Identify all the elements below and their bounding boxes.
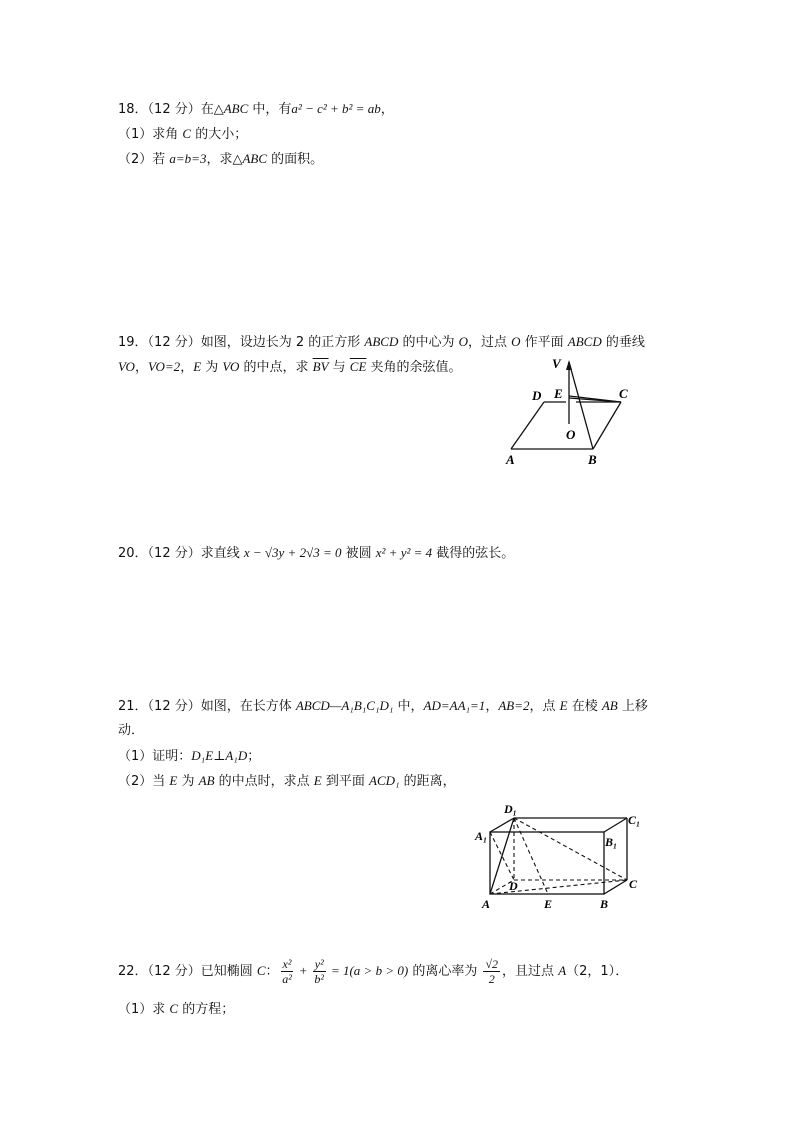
q22-ecc-num: √2 [485,957,499,971]
q20-text-b: 截得的弦长。 [432,546,515,561]
q20-line-equation: x − √3y + 2√3 = 0 [243,545,342,560]
q19-text-h: 夹角的余弦值。 [366,360,462,375]
q19-text-c: 作平面 [520,335,568,350]
q22-frac-x-num: x² [282,957,292,971]
q19-label-v: V [552,356,561,371]
q19-edge-bc [593,402,621,449]
q21-part2-mid3: 到平面 [321,774,369,789]
q19-text-e: 为 [201,360,223,375]
q20-stem [118,544,514,563]
q19-label-o: O [566,427,576,442]
q18-part1-var: C [182,126,192,141]
q22-ecc-den: 2 [488,972,495,986]
q21-text-a: 中， [393,699,424,714]
q19-point-e: E [193,359,202,374]
q21-text-c: 在棱 [567,699,602,714]
q19-point-o: O [511,334,521,349]
q22-punct: ． [615,964,629,979]
q21-edge-b1c1 [604,818,627,832]
q19-text-d: 的垂线 [601,335,645,350]
q21-sep: ， [485,699,499,714]
q21-figure [470,798,650,916]
q19-plane: ABCD [567,334,602,349]
q21-diag-d1c [514,818,627,880]
q22-frac-y-den: b² [314,972,325,986]
q21-point-e: E [559,698,568,713]
q18-part1 [118,125,247,144]
q19-length: VO=2 [147,359,181,374]
q18-stem [118,100,394,119]
q21-part2-e2: E [313,773,322,788]
q22-point-coords: （2，1） [566,964,616,979]
q18-part2-text: （2）若 [118,152,170,167]
q22-eq-tail: = 1(a > b > 0) [327,963,409,978]
q21-part1-stmt: D₁E⊥A₁D [191,748,248,763]
q19-label-b: B [588,452,597,467]
q18-part2-triangle: ABC [242,151,268,166]
q22-stem [118,955,628,988]
q21-label-d1: D₁ [504,802,517,816]
q19-sep: ， [134,360,148,375]
q22-frac-x-den: a² [282,972,292,986]
q21-ab-length: AB=2 [498,698,530,713]
q21-part1-post: ； [247,749,261,764]
q21-part2-e: E [169,773,178,788]
q22-number: 22．（12 分）已知椭圆 [118,964,257,979]
q20-number: 20．（12 分）求直线 [118,546,244,561]
q21-part2 [118,772,456,791]
q19-center: O [458,334,468,349]
q19-vector-bv: $\overline{BV}$ [312,359,329,374]
q22-part1-post: 的方程； [178,1002,235,1017]
q21-text-d: 上移 [617,699,648,714]
q19-label-c: C [619,386,628,401]
q22-ellipse-name: C [256,963,266,978]
q18-part2-post: 的面积。 [267,152,324,167]
q21-label-a: A [482,897,491,911]
q22-text-a: 的离心率为 [408,964,482,979]
q19-vector-ce: $\overline{CE}$ [349,359,367,374]
q19-segment-vo2: VO [222,359,240,374]
q19-arrowhead [566,360,572,370]
q21-box: ABCD—A₁B₁C₁D₁ [295,698,394,713]
q21-part2-mid2: 的中点时，求点 [214,774,314,789]
q22-part1 [118,1000,234,1019]
q21-label-e: E [544,897,553,911]
q19-figure [500,352,650,472]
q21-part2-mid: 为 [177,774,199,789]
q18-triangle: ABC [223,101,249,116]
q21-label-d: D [509,879,518,893]
q19-text-b: ，过点 [468,335,512,350]
q21-edge-bc [604,880,627,894]
q19-number: 19．（12 分）如图，设边长为 2 的正方形 [118,335,365,350]
q21-label-b: B [600,897,609,911]
q18-text: 中，有 [248,102,292,117]
q21-text-b: ，点 [529,699,560,714]
q21-stem-line2 [118,722,144,740]
q19-stem-line1 [118,333,645,352]
q21-part2-text: （2）当 [118,774,170,789]
q19-text-g: 与 [328,360,350,375]
q22-text-b: ，且过点 [502,964,559,979]
q19-edge-ad [511,402,544,449]
q19-text-a: 的中心为 [398,335,459,350]
q19-sep2: ， [180,360,194,375]
q19-stem-line2 [118,358,462,377]
q21-label-c: C [629,877,638,891]
q21-part1-text: （1）证明： [118,749,192,764]
q22-frac-y [313,957,326,986]
q21-edge: AB [601,698,618,713]
q19-segment-vo: VO [118,359,135,374]
q18-part1-text: （1）求角 [118,127,183,142]
q22-point-a: A [558,963,567,978]
q19-label-a: A [506,452,515,467]
q18-equation: a² − c² + b² = ab [291,101,381,116]
q22-colon: ： [265,964,279,979]
q19-square: ABCD [364,334,399,349]
q21-part2-post: 的距离， [399,774,456,789]
q18-number: 18．（12 分）在△ [118,102,224,117]
q18-punct: ， [380,102,394,117]
q22-frac-y-num: y² [314,957,324,971]
q22-part1-c: C [169,1001,179,1016]
q21-cond: AD=AA₁=1 [423,698,486,713]
q19-label-d: D [532,388,542,403]
q21-part2-ab: AB [198,773,215,788]
q18-part2-mid: ，求△ [206,152,243,167]
q21-line-d1e [514,818,548,894]
q22-plus: + [295,963,311,978]
q20-text-a: 被圆 [341,546,376,561]
q18-part2-cond: a=b=3 [169,151,207,166]
q21-part2-plane: ACD₁ [369,773,400,788]
q19-label-e: E [554,386,563,401]
q22-frac-x [281,957,294,986]
q19-text-f: 的中点，求 [239,360,313,375]
q21-label-b1: B₁ [605,835,618,849]
q18-part1-post: 的大小； [191,127,248,142]
q22-part1-text: （1）求 [118,1002,170,1017]
q20-circle-equation: x² + y² = 4 [375,545,433,560]
q21-stem-line1 [118,697,648,716]
q21-number: 21．（12 分）如图，在长方体 [118,699,296,714]
q21-label-c1: C₁ [628,813,641,827]
q21-label-a1: A₁ [475,829,488,843]
q18-part2 [118,150,323,169]
q21-part1 [118,747,260,766]
q21-text-e: 动． [118,723,145,738]
q22-eccentricity [483,957,500,986]
